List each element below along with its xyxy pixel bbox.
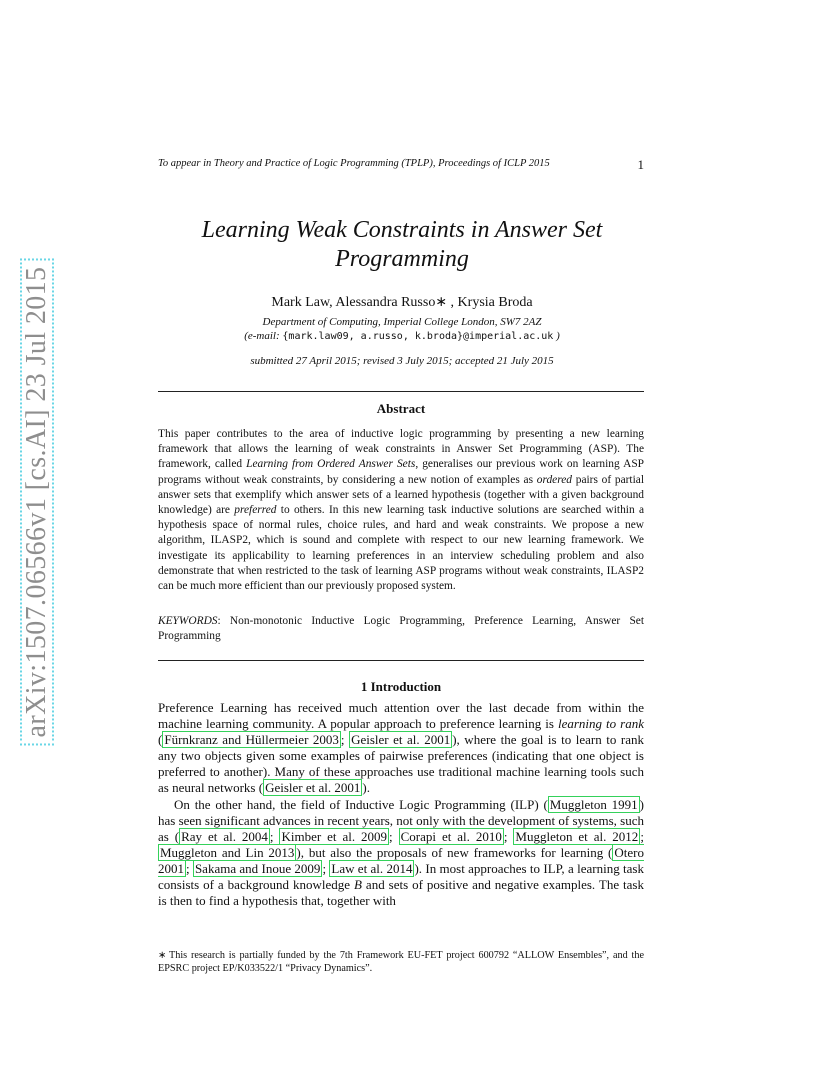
email-address: {mark.law09, a.russo, k.broda}@imperial.ac.uk [282,331,554,342]
page-number: 1 [637,157,644,172]
title-line-2: Programming [335,246,469,272]
arxiv-stamp: arXiv:1507.06566v1 [cs.AI] 23 Jul 2015 [20,259,54,746]
text: Preference Learning has received much attention over the last decade from within the machine learning community. A popular approach to preference learning is [158,700,644,732]
email-line [150,329,654,344]
arxiv-stamp-container [22,268,52,736]
top-rule [158,391,644,392]
abstract-emphasis: Learning from Ordered Answer Sets [246,458,416,471]
citation-link[interactable]: Geisler et al. 2001 [265,780,361,796]
email-prefix: (e-mail: [244,330,283,342]
intro-paragraph-2 [158,797,644,910]
citation-link[interactable]: Geisler et al. 2001 [351,732,451,748]
text: and sets of positive and negative examples. The task is then to find a hypothesis that, together with [158,877,644,909]
footnote-mark: ∗ [158,950,167,961]
text: ) has seen significant advances in recent years, not only with the development of systems, such as ( [158,796,644,844]
bottom-rule [158,660,644,661]
citation-link[interactable]: Muggleton 1991 [549,796,638,812]
title-line-1: Learning Weak Constraints in Answer Set [201,217,603,243]
abstract-text [158,427,644,594]
citation-link[interactable]: Law et al. 2014 [331,860,413,876]
keywords [158,614,644,644]
text: ). In most approaches to ILP, a learning task consists of a background knowledge [158,860,644,893]
text: ( [158,732,163,748]
affiliation: Department of Computing, Imperial College London, SW7 2AZ [262,316,542,328]
abstract-part: to others. In this new learning task inductive solutions are searched within a hypothesis space of normal rules, choice rules, and hard and weak constraints. We propose a new algorithm, ILASP2, which is sound and complete with respect to our new learning framework. We investigate its applicability to learning preferences in an interview scheduling problem and also demonstrate that when restricted to the task of learning ASP programs without weak constraints, ILASP2 can be much more efficient than our previously proposed system. [158,504,645,593]
footnote-text: This research is partially funded by the 7th Framework EU-FET project 600792 “ALLOW Ensembles”, and the EPSRC project EP/K033522/1 “Privacy Dynamics”. [158,950,644,974]
citation-link[interactable]: Muggleton et al. 2012 [515,828,639,844]
authors: Mark Law, Alessandra Russo∗ , Krysia Broda [271,295,533,310]
email-suffix: ) [553,330,560,342]
citation-link[interactable]: Corapi et al. 2010 [400,828,502,844]
affiliation-block [150,315,654,344]
emphasis: learning to rank [557,716,644,732]
text: ; [269,828,280,844]
keywords-text: : Non-monotonic Inductive Logic Programming, Preference Learning, Answer Set Programming [158,615,644,643]
intro-paragraph-1 [158,700,644,797]
section-heading: 1 Introduction [360,679,442,694]
citation-link[interactable]: Sakama and Inoue 2009 [194,860,321,876]
abstract-part: This paper contributes to the area of inductive logic programming by presenting a new learning framework that allows the learning of weak constraints in Answer Set Programming (ASP). The framework, called [158,428,644,471]
math-variable: B [354,877,362,893]
text: ; [186,860,193,876]
citation-link[interactable]: Kimber et al. 2009 [281,828,388,844]
text: ; [389,828,399,844]
abstract-part: pairs of partial answer sets that exemplify which answer sets of a learned hypothesis (together with a given background knowledge) are [158,473,644,517]
text: ; [322,860,330,876]
keywords-label: KEYWORDS [158,615,218,627]
text: ), but also the proposals of new frameworks for learning ( [296,844,613,860]
paper-title [150,216,654,274]
citation-link[interactable]: Fürnkranz and Hüllermeier 2003 [164,732,339,748]
text: ; [503,828,514,844]
citation-link[interactable]: Ray et al. 2004 [181,828,268,844]
abstract-emphasis: preferred [234,504,277,517]
abstract-part: , generalises our previous work on learning ASP programs without weak constraints, by considering a new notion of examples as [158,458,645,486]
submission-dates: submitted 27 April 2015; revised 3 July 2015; accepted 21 July 2015 [250,355,554,367]
running-head-text: To appear in Theory and Practice of Logic Programming (TPLP), Proceedings of ICLP 2015 [158,158,550,169]
citation-link[interactable]: Otero 2001 [158,844,644,876]
text: ), where the goal is to learn to rank any two objects given some examples of pairwise preferences (indicating that one object is preferred to another). Many of these approaches use traditional machine learning tools such as neural networks ( [158,732,644,796]
intro-body [158,700,644,909]
running-head [158,157,644,172]
text: On the other hand, the field of Inductive Logic Programming (ILP) ( [174,796,548,812]
text: ; [640,828,644,844]
text: ; [340,732,350,748]
citation-link[interactable]: Muggleton and Lin 2013 [160,844,295,860]
footnote [158,949,644,975]
abstract-emphasis: ordered [536,473,572,486]
text: ). [362,780,370,796]
abstract-heading: Abstract [376,401,426,416]
